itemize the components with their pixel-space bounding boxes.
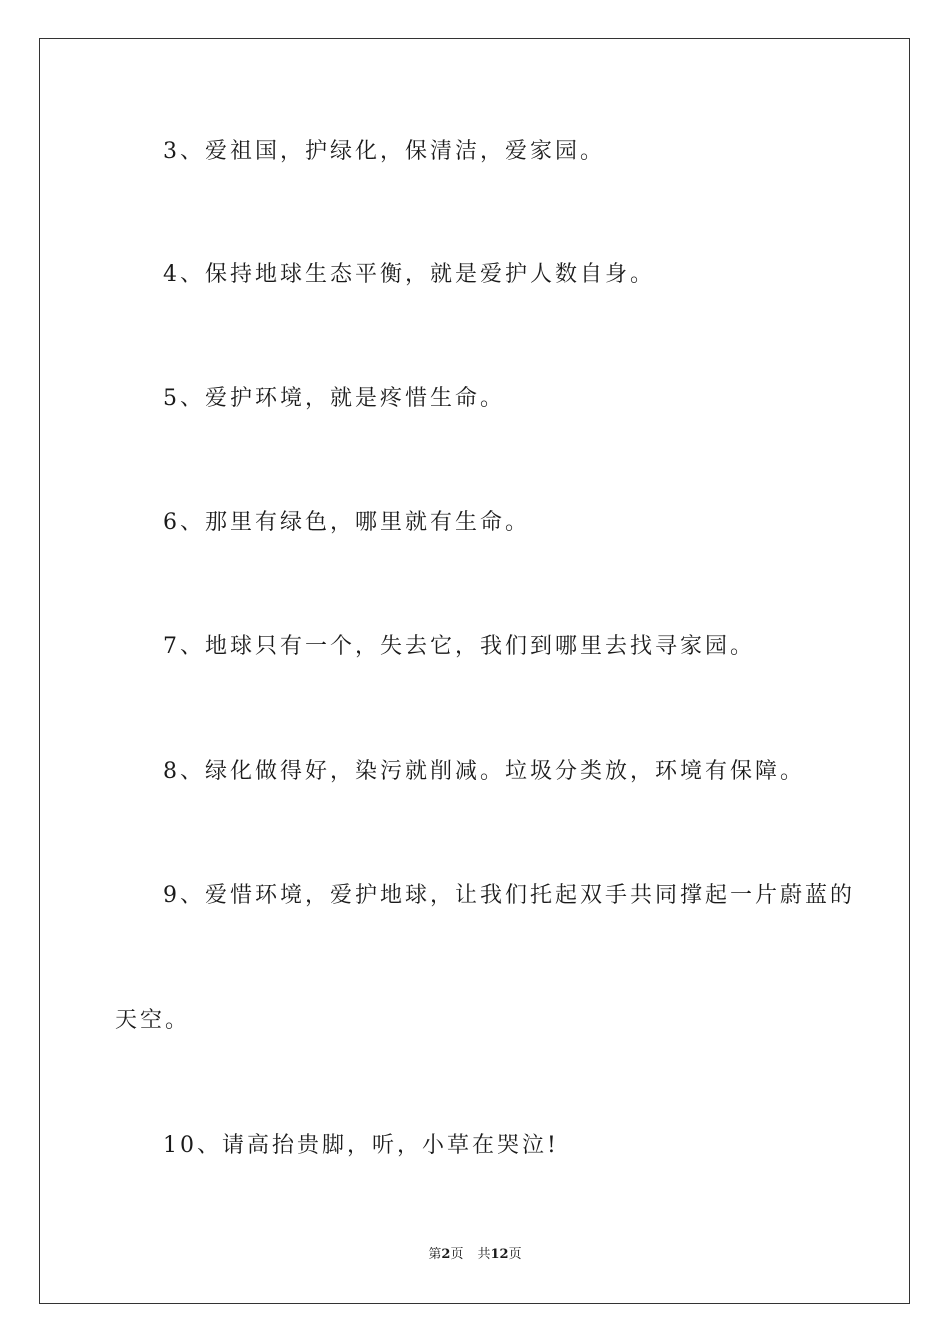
footer-page-prefix: 第	[428, 1247, 442, 1262]
list-item: 5、爱护环境，就是疼惜生命。	[163, 386, 505, 411]
list-item: 10、请高抬贵脚，听，小草在哭泣!	[163, 1133, 559, 1158]
list-item: 4、保持地球生态平衡，就是爱护人数自身。	[163, 262, 655, 287]
list-item: 9、爱惜环境，爱护地球，让我们托起双手共同撑起一片蔚蓝的	[163, 883, 855, 908]
footer-page-number: 2	[441, 1247, 451, 1262]
list-item: 6、那里有绿色，哪里就有生命。	[163, 510, 530, 535]
footer-page-suffix: 页	[450, 1247, 464, 1262]
list-item-continuation: 天空。	[115, 1008, 191, 1033]
footer-total-number: 12	[490, 1247, 509, 1262]
page-footer	[0, 1246, 950, 1264]
footer-total-prefix: 共	[477, 1247, 491, 1262]
list-item: 8、绿化做得好，染污就削减。垃圾分类放，环境有保障。	[163, 759, 805, 784]
list-item: 3、爱祖国，护绿化，保清洁，爱家园。	[163, 139, 605, 164]
list-item: 7、地球只有一个，失去它，我们到哪里去找寻家园。	[163, 634, 755, 659]
page-border	[39, 38, 910, 1304]
footer-total-suffix: 页	[508, 1247, 522, 1262]
